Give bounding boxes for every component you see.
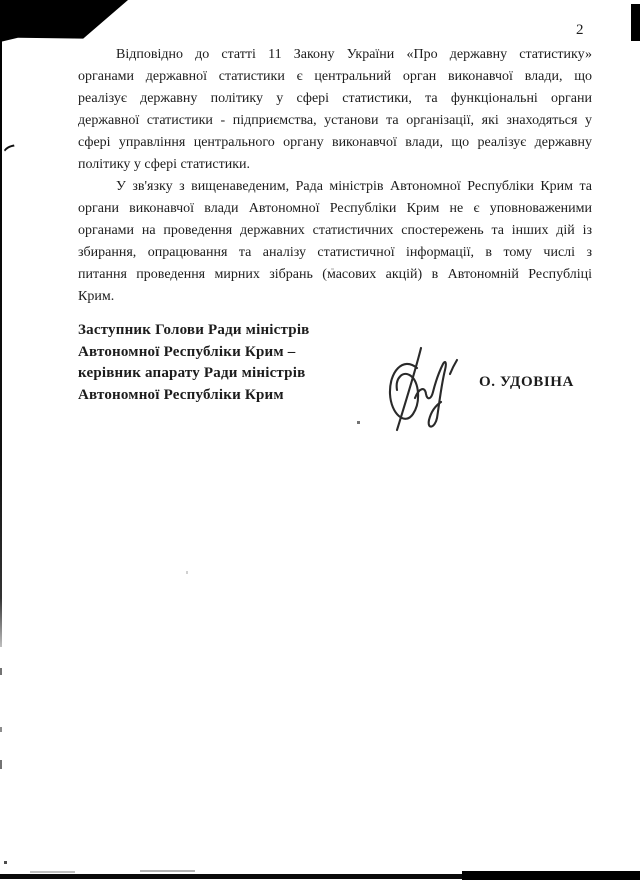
paragraph-line: реалізує державну політику у сфері статистики, та функціональні органи (78, 91, 592, 106)
signee-name: О. УДОВІНА (479, 374, 574, 390)
page-number: 2 (576, 22, 584, 38)
scan-speck (186, 571, 188, 574)
paragraph-line: органами державної статистики є центральний орган виконавчої влади, що (78, 69, 592, 84)
scanner-bar-artifact (462, 871, 640, 880)
scan-streak-artifact (0, 37, 2, 647)
paragraph-line: сфері управління центрального органу виконавчої влади, що реалізує державну (78, 135, 592, 150)
scan-speck (0, 668, 2, 675)
paragraph-line: політику у сфері статистики. (78, 157, 251, 172)
signature-title-line: Заступник Голови Ради міністрів (78, 322, 310, 338)
scan-speck (357, 421, 360, 424)
signature-title-block (78, 320, 310, 406)
scan-speck (0, 727, 2, 732)
paragraph-line: Крим. (78, 289, 115, 304)
scan-corner-fold-artifact (0, 0, 128, 42)
paragraph-line: Відповідно до статті 11 Закону України «Про державну статистику» (116, 47, 592, 62)
scan-edge-mark-artifact (631, 4, 640, 41)
paragraph-line: державної статистики - підприємства, установи та організації, які знаходяться у (78, 113, 592, 128)
paragraph-line: органами на проведення державних статистичних спостережень та інших дій із (78, 223, 592, 238)
paragraph-line: органи виконавчої влади Автономної Республіки Крим не є уповноваженими (78, 201, 592, 216)
paragraph-line: збирання, опрацювання та аналізу статистичної інформації, в тому числі з (78, 245, 592, 260)
scan-speck (0, 760, 2, 769)
signature-title-line: керівник апарату Ради міністрів (78, 365, 306, 381)
signature-title-line: Автономної Республіки Крим – (78, 343, 296, 360)
paragraph-line: У зв'язку з вищенаведеним, Рада міністрів Автономної Республіки Крим та (116, 179, 592, 194)
document-body (78, 44, 592, 308)
signature-icon (383, 342, 465, 434)
scan-speck (30, 871, 75, 873)
paragraph-line: питання проведення мирних зібрань (масових акцій) в Автономній Республіці (78, 267, 592, 282)
pen-tick-icon (3, 142, 16, 153)
scan-speck (140, 870, 195, 872)
scan-speck (4, 861, 7, 864)
signature-title-line: Автономної Республіки Крим (78, 386, 284, 403)
